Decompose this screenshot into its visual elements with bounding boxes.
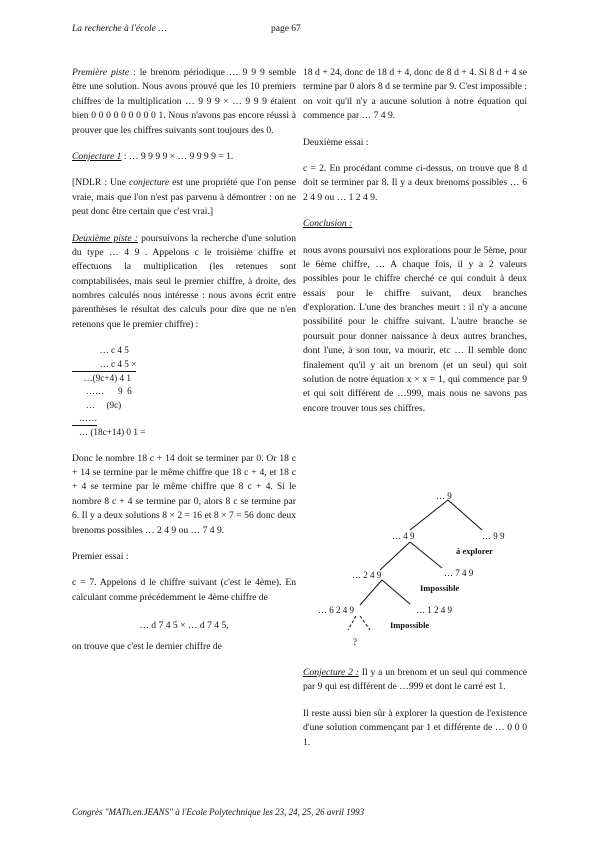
conjecture-2 <box>303 666 527 695</box>
tree-edge <box>380 542 410 570</box>
tree-node-6249: … 6 2 4 9 <box>318 605 354 615</box>
running-header: La recherche à l'école … <box>72 24 167 34</box>
multiplication-calc <box>72 344 296 439</box>
conjecture-2-text: Il y a un brenom et un seul qui commence par 9 qui est différent de …999 et dont le carré est 1. <box>303 667 527 693</box>
ndlr-term: conjecture <box>129 177 170 189</box>
ndlr-note <box>72 176 296 219</box>
tree-edge <box>410 542 442 568</box>
tree-edge-dashed <box>348 616 356 630</box>
tree-label-explore: à explorer <box>456 546 493 556</box>
conjecture-2-label: Conjecture 2 : <box>303 667 359 678</box>
deuxieme-piste-label: Deuxième piste : <box>72 232 138 244</box>
ndlr-start: [NDLR : Une <box>72 177 126 189</box>
paragraph-dernier-chiffre: on trouve que c'est le dernier chiffre de <box>72 640 222 652</box>
deuxieme-piste-paragraph <box>72 232 296 333</box>
premiere-piste-paragraph <box>72 66 296 138</box>
calc-line: … c 4 5 × <box>72 358 296 372</box>
tree-edge-dashed <box>360 616 370 630</box>
left-column <box>72 66 296 666</box>
tree-edge <box>360 580 382 605</box>
closing-paragraph: Il reste aussi bien sûr à explorer la question de l'existence d'une solution commençant par 1 et différente de … 0 0 0 1. <box>303 707 527 748</box>
deuxieme-piste-text: poursuivons la recherche d'une solution du type … 4 9 . Appelons c le troisième chiffre et effectuons la multiplication (les retenues sont comptabilisées, mais seul le premier chiffre, à droite, des nombres calculés nous intéresse : nous avons écrit entre parenthèses le résultat des calculs pour dire que ne n'en retenons que le premier chiffre) : <box>72 232 296 330</box>
tree-question-mark: ? <box>353 637 357 647</box>
conclusion-paragraph: nous avons poursuivi nos explorations pour le 5ème, pour le 6ème chiffre, … A chaque fois, il y a 2 valeurs possibles pour le chiffre cherché ce qui conduit à deux essais pour le chiffre suivant, deux branches d'exploration. L'une des branches meurt : il n'y a aucune possibilité pour le chiffre suivant. L'autre branche se poursuit pour donner naissance à deux autres branches, dont l'une, à son tour, va mourir, etc … Il semble donc finalement qu'il y ait un brenom (et un seul) qui soit solution de notre équation x × x = 1, qui commence par 9 et qui soit différent de …999, mais nous ne savons pas encore trouver tous ses chiffres. <box>303 244 527 414</box>
right-column <box>303 66 527 428</box>
paragraph-18d: 18 d + 24, donc de 18 d + 4, donc de 8 d + 4. Si 8 d + 4 se termine par 0 alors 8 d se termine par 9. C'est impossible : on voit qu'il n'y a aucune solution à notre équation qui commence par … 7 4 9. <box>303 67 527 122</box>
premiere-piste-label: Première piste <box>72 67 130 78</box>
tree-node-749: … 7 4 9 <box>444 568 474 578</box>
exploration-tree-diagram <box>300 488 540 648</box>
page-number: page 67 <box>271 24 301 34</box>
calc-line: …… <box>72 412 296 426</box>
premiere-piste-text: : le brenom périodique … 9 9 9 semble être une solution. Nous avons prouvé que les 10 premiers chiffres de la multiplication … 9 9 9 × … 9 9 9 étaient bien 0 0 0 0 0 0 0 0 0 1. Nous n'avons pas encore réussi à prouver que les chiffres suivants sont toujours des 0. <box>72 67 296 136</box>
tree-root: … 9 <box>436 491 452 501</box>
ndlr-end: est une propriété que l'on pense vraie, mais que l'on n'est pas parvenu à démontrer : on ne peut donc être certain que c'est vrai.] <box>72 177 297 218</box>
calc-line: … (18c+14) 0 1 = <box>72 427 146 438</box>
tree-node-249: … 2 4 9 <box>352 570 382 580</box>
conjecture-1 <box>72 150 296 164</box>
tree-edge <box>382 580 410 604</box>
calc-line: …… 9 6 <box>72 386 132 397</box>
calc-line: … c 4 5 <box>72 345 129 356</box>
paragraph-c7: c = 7. Appelons d le chiffre suivant (c'est le 4ème). En calculant comme précédemment le 4ème chiffre de <box>72 577 296 603</box>
tree-label-impossible: Impossible <box>420 583 460 593</box>
tree-node-99: … 9 9 <box>482 531 505 541</box>
tree-edge <box>448 500 482 530</box>
tree-label-impossible: Impossible <box>390 620 430 630</box>
tree-edge <box>410 500 448 530</box>
deuxieme-essai-heading: Deuxième essai : <box>303 136 369 148</box>
tree-node-49: … 4 9 <box>392 531 415 541</box>
premier-essai-heading: Premier essai : <box>72 551 129 562</box>
calc-line: …(9c+4) 4 1 <box>72 372 132 383</box>
conjecture-1-label: Conjecture 1 <box>72 150 122 162</box>
paragraph-c2: c = 2. En procédant comme ci-dessus, on trouve que 8 d doit se terminer par 8. Il y a deux brenoms possibles … 6 2 4 9 ou … 1 2 4 9. <box>303 162 527 203</box>
tree-node-1249: … 1 2 4 9 <box>416 605 452 615</box>
page-footer: Congrès "MATh.en.JEANS" à l'Ecole Polytechnique les 23, 24, 25, 26 avril 1993 <box>72 807 365 817</box>
calc-line: … (9c) <box>72 399 122 410</box>
conjecture-1-text: : … 9 9 9 9 × … 9 9 9 9 = 1. <box>123 150 234 162</box>
conclusion-heading: Conclusion : <box>303 218 353 230</box>
right-column-bottom <box>303 666 527 762</box>
paragraph-18c: Donc le nombre 18 c + 14 doit se terminer par 0. Or 18 c + 14 se termine par le même chiffre que 18 c + 4, et 18 c + 4 se termine par le même chiffre que 8 c + 4. Si le nombre 8 c + 4 se termine par 0, alors 8 c se termine par 6. Il y a deux solutions 8 × 2 = 16 et 8 × 7 = 56 donc deux brenoms possibles … 2 4 9 ou … 7 4 9. <box>72 452 296 536</box>
formula-d745: … d 7 4 5 × … d 7 4 5, <box>139 620 229 632</box>
